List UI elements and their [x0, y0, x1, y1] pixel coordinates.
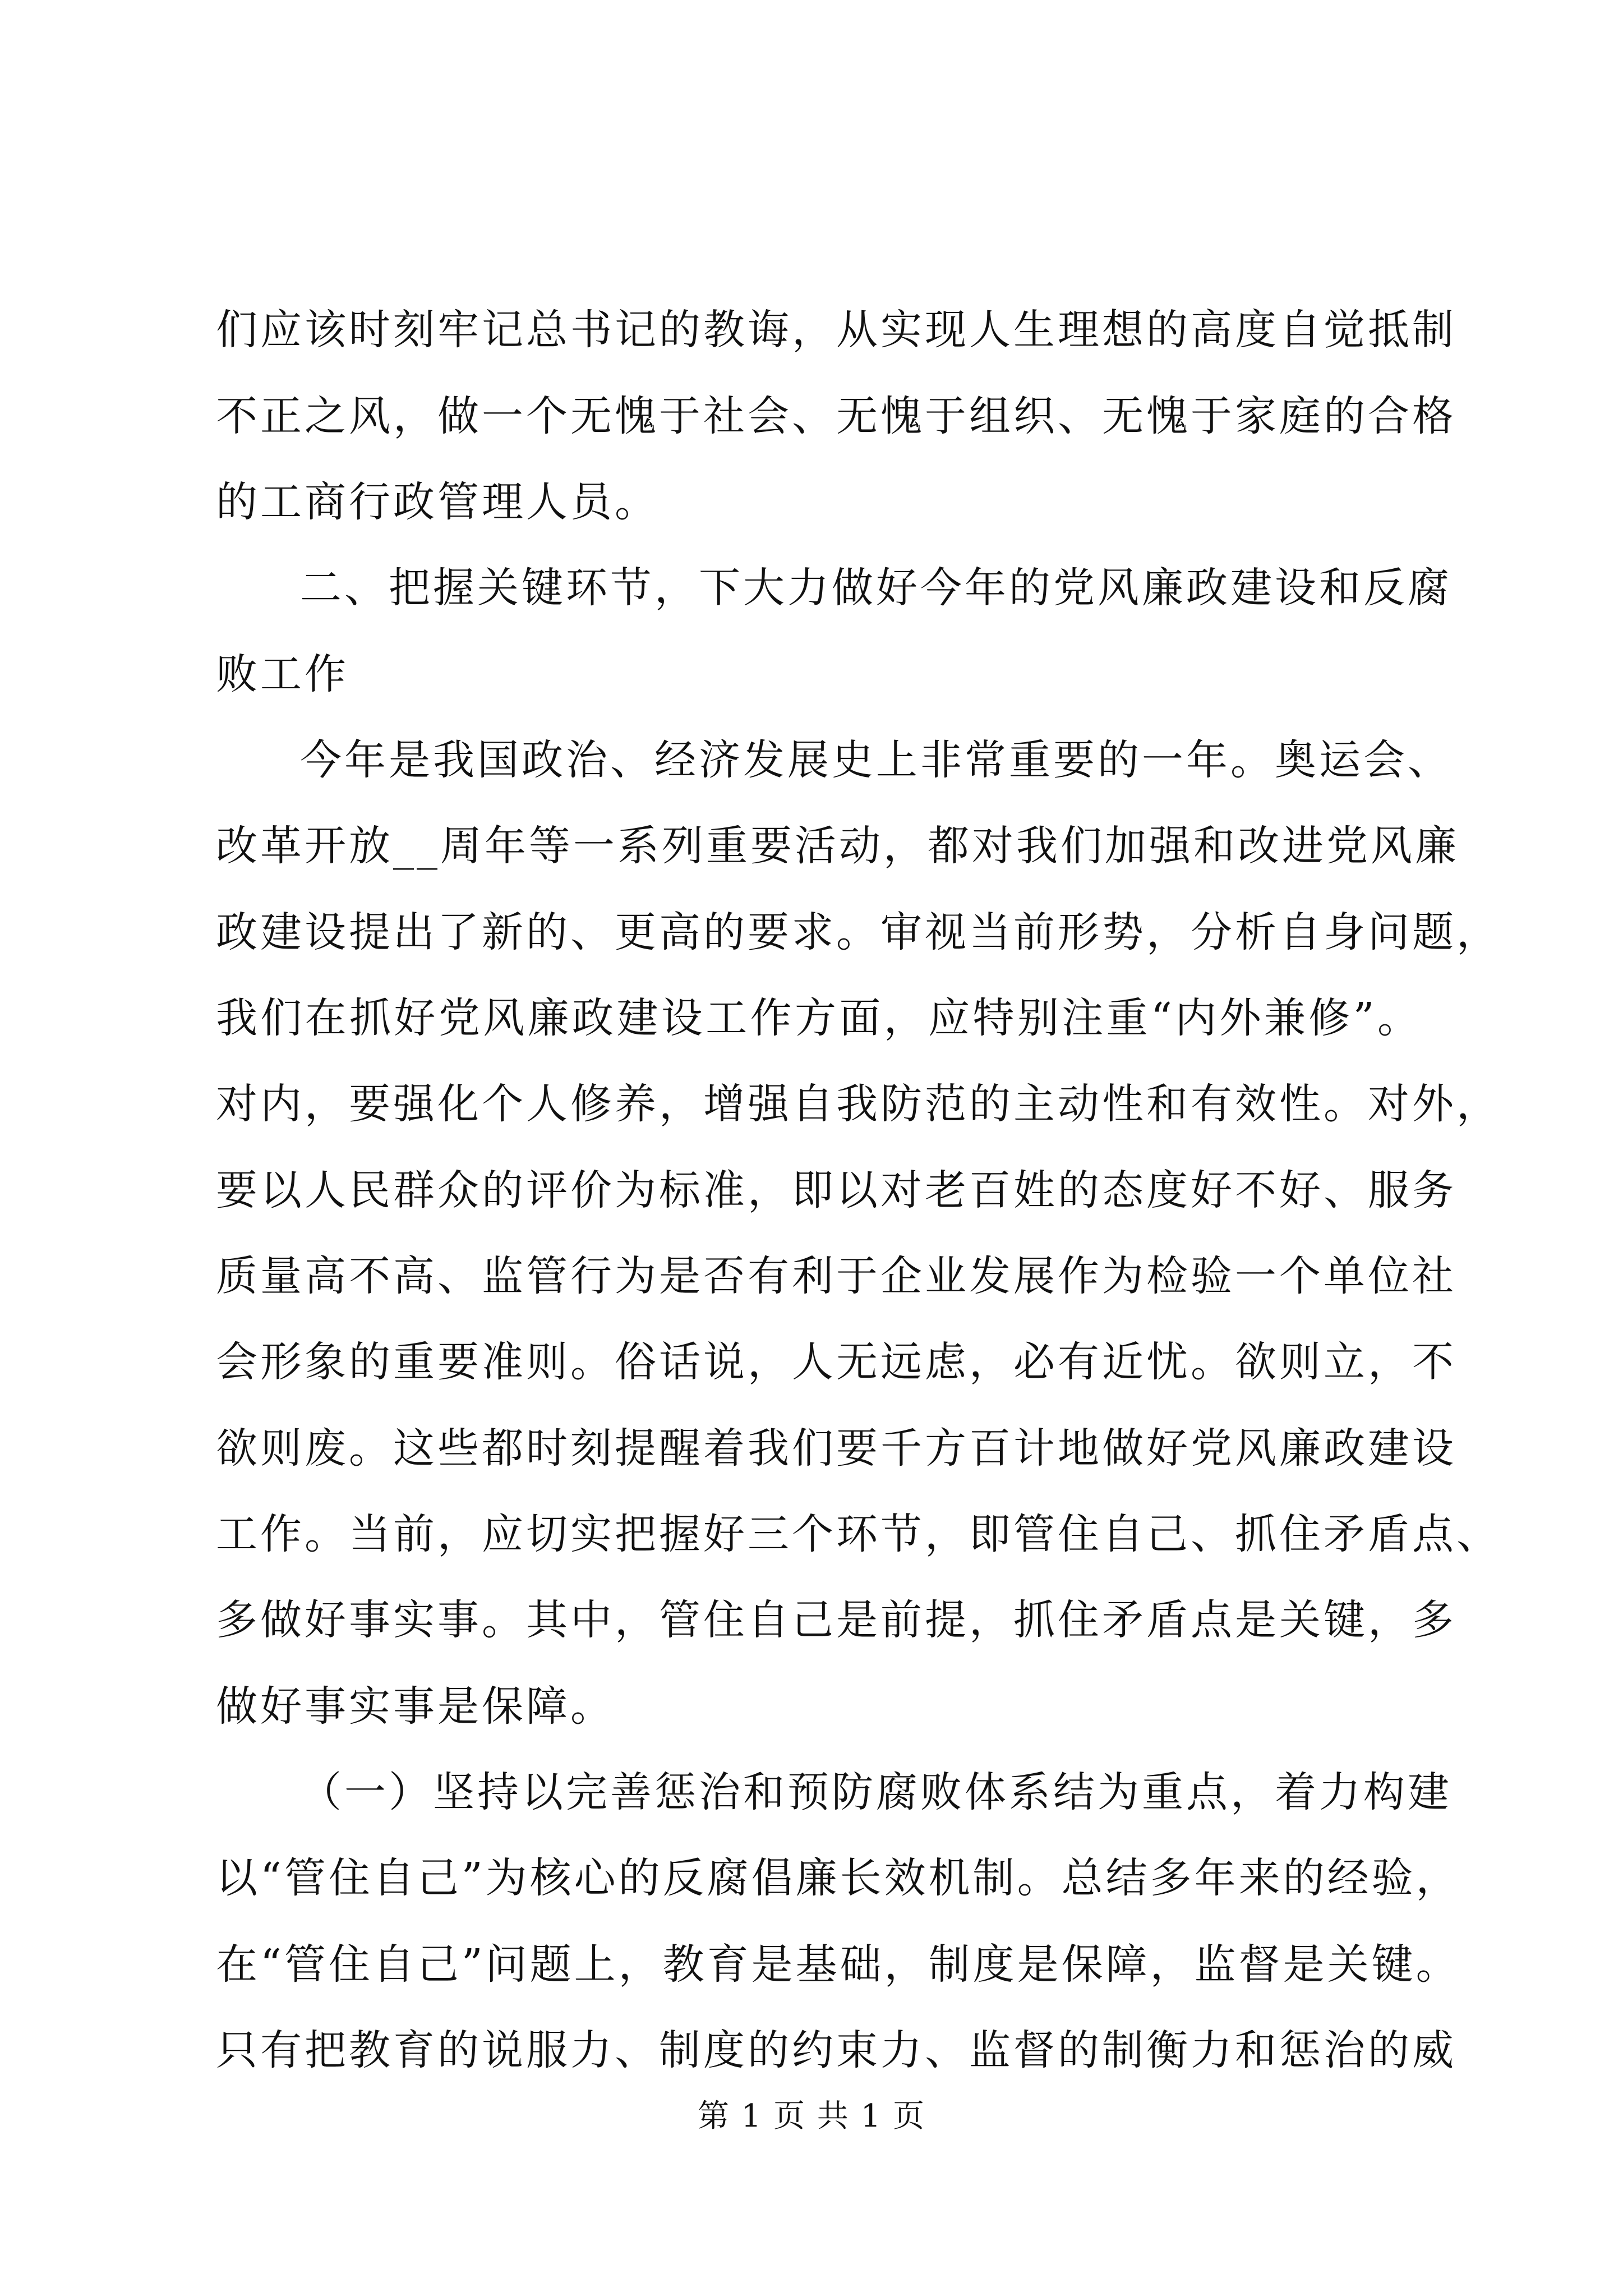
text-line: 要以人民群众的评价为标准，即以对老百姓的态度好不好、服务 — [216, 1166, 1456, 1214]
section-heading-line: 败工作 — [216, 650, 349, 698]
text-line: 做好事实事是保障。 — [216, 1682, 615, 1731]
text-line: 们应该时刻牢记总书记的教诲，从实现人生理想的高度自觉抵制 — [216, 306, 1456, 354]
section-heading-line: 二、把握关键环节，下大力做好今年的党风廉政建设和反腐 — [300, 564, 1452, 612]
text-line: 在“管住自己”问题上，教育是基础，制度是保障，监督是关键。 — [216, 1940, 1460, 1989]
text-line: 不正之风，做一个无愧于社会、无愧于组织、无愧于家庭的合格 — [216, 392, 1456, 440]
text-line: 以“管住自己”为核心的反腐倡廉长效机制。总结多年来的经验， — [216, 1854, 1460, 1902]
text-line: 改革开放__周年等一系列重要活动，都对我们加强和改进党风廉 — [216, 822, 1459, 870]
text-line: 会形象的重要准则。俗话说，人无远虑，必有近忧。欲则立，不 — [216, 1338, 1456, 1386]
text-line: 政建设提出了新的、更高的要求。审视当前形势，分析自身问题， — [216, 908, 1501, 956]
text-line: 对内，要强化个人修养，增强自我防范的主动性和有效性。对外， — [216, 1080, 1501, 1128]
subsection-line: （一）坚持以完善惩治和预防腐败体系结为重点，着力构建 — [300, 1768, 1452, 1816]
text-line: 欲则废。这些都时刻提醒着我们要千方百计地做好党风廉政建设 — [216, 1424, 1456, 1473]
text-line: 今年是我国政治、经济发展史上非常重要的一年。奥运会、 — [300, 736, 1452, 784]
page-footer: 第 1 页 共 1 页 — [697, 2098, 926, 2134]
text-line: 只有把教育的说服力、制度的约束力、监督的制衡力和惩治的威 — [216, 2026, 1456, 2074]
text-line: 我们在抓好党风廉政建设工作方面，应特别注重“内外兼修”。 — [216, 994, 1422, 1042]
text-line: 的工商行政管理人员。 — [216, 478, 659, 526]
text-line: 多做好事实事。其中，管住自己是前提，抓住矛盾点是关键，多 — [216, 1596, 1456, 1644]
text-line: 工作。当前，应切实把握好三个环节，即管住自己、抓住矛盾点、 — [216, 1510, 1501, 1558]
text-line: 质量高不高、监管行为是否有利于企业发展作为检验一个单位社 — [216, 1252, 1456, 1300]
